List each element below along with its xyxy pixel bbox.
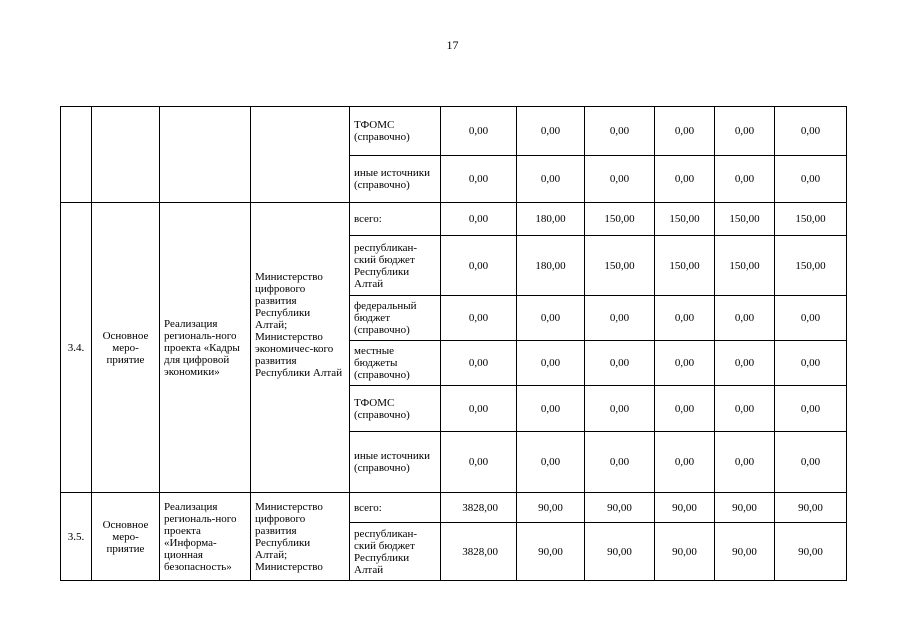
value-cell: 0,00 <box>775 341 847 386</box>
value-cell: 0,00 <box>655 432 715 493</box>
value-cell: 0,00 <box>441 203 517 236</box>
value-cell: 0,00 <box>775 107 847 156</box>
type-cell: Основное меро-приятие <box>92 203 160 493</box>
code-cell: 3.4. <box>61 203 92 493</box>
value-cell: 3828,00 <box>441 493 517 523</box>
page-number: 17 <box>446 38 459 52</box>
value-cell: 180,00 <box>517 236 585 296</box>
source-cell: республикан-ский бюджет Республики Алтай <box>350 523 441 581</box>
value-cell: 0,00 <box>441 341 517 386</box>
value-cell: 0,00 <box>585 386 655 432</box>
value-cell: 0,00 <box>517 156 585 203</box>
executor-cell: Министерство цифрового развития Республики Алтай; Министерство <box>251 493 350 581</box>
value-cell: 0,00 <box>585 107 655 156</box>
value-cell: 90,00 <box>775 523 847 581</box>
value-cell: 0,00 <box>775 156 847 203</box>
value-cell: 0,00 <box>715 341 775 386</box>
source-cell: федеральный бюджет (справочно) <box>350 296 441 341</box>
value-cell: 150,00 <box>775 236 847 296</box>
source-cell: иные источники (справочно) <box>350 156 441 203</box>
value-cell: 150,00 <box>775 203 847 236</box>
budget-table <box>60 106 847 581</box>
value-cell: 90,00 <box>655 493 715 523</box>
value-cell: 0,00 <box>517 432 585 493</box>
name-cell <box>160 107 251 203</box>
source-cell: республикан-ский бюджет Республики Алтай <box>350 236 441 296</box>
value-cell: 180,00 <box>517 203 585 236</box>
source-cell: всего: <box>350 493 441 523</box>
value-cell: 0,00 <box>775 386 847 432</box>
value-cell: 150,00 <box>655 236 715 296</box>
value-cell: 150,00 <box>655 203 715 236</box>
executor-cell: Министерство цифрового развития Республики Алтай; Министерство экономичес-кого развития Республики Алтай <box>251 203 350 493</box>
value-cell: 150,00 <box>715 236 775 296</box>
source-cell: всего: <box>350 203 441 236</box>
value-cell: 3828,00 <box>441 523 517 581</box>
value-cell: 0,00 <box>517 296 585 341</box>
value-cell: 90,00 <box>655 523 715 581</box>
value-cell: 150,00 <box>715 203 775 236</box>
value-cell: 0,00 <box>655 156 715 203</box>
type-cell: Основное меро-приятие <box>92 493 160 581</box>
value-cell: 0,00 <box>441 296 517 341</box>
value-cell: 0,00 <box>517 107 585 156</box>
value-cell: 90,00 <box>715 493 775 523</box>
value-cell: 0,00 <box>585 156 655 203</box>
value-cell: 0,00 <box>715 156 775 203</box>
value-cell: 0,00 <box>517 386 585 432</box>
name-cell: Реализация региональ-ного проекта «Кадры для цифровой экономики» <box>160 203 251 493</box>
source-cell: иные источники (справочно) <box>350 432 441 493</box>
value-cell: 0,00 <box>715 296 775 341</box>
value-cell: 0,00 <box>655 107 715 156</box>
table-row <box>61 203 847 236</box>
value-cell: 90,00 <box>715 523 775 581</box>
value-cell: 0,00 <box>715 107 775 156</box>
value-cell: 0,00 <box>585 432 655 493</box>
code-cell: 3.5. <box>61 493 92 581</box>
table-row <box>61 107 847 156</box>
value-cell: 90,00 <box>775 493 847 523</box>
value-cell: 0,00 <box>585 296 655 341</box>
value-cell: 0,00 <box>655 386 715 432</box>
value-cell: 90,00 <box>585 523 655 581</box>
value-cell: 0,00 <box>517 341 585 386</box>
code-cell <box>61 107 92 203</box>
value-cell: 90,00 <box>517 493 585 523</box>
value-cell: 0,00 <box>655 341 715 386</box>
source-cell: ТФОМС (справочно) <box>350 386 441 432</box>
value-cell: 0,00 <box>715 432 775 493</box>
value-cell: 90,00 <box>585 493 655 523</box>
executor-cell <box>251 107 350 203</box>
value-cell: 90,00 <box>517 523 585 581</box>
value-cell: 150,00 <box>585 203 655 236</box>
value-cell: 0,00 <box>715 386 775 432</box>
value-cell: 0,00 <box>441 236 517 296</box>
value-cell: 0,00 <box>441 386 517 432</box>
table-row <box>61 493 847 523</box>
value-cell: 0,00 <box>585 341 655 386</box>
value-cell: 0,00 <box>441 432 517 493</box>
value-cell: 150,00 <box>585 236 655 296</box>
name-cell: Реализация региональ-ного проекта «Информа-ционная безопасность» <box>160 493 251 581</box>
value-cell: 0,00 <box>441 156 517 203</box>
source-cell: ТФОМС (справочно) <box>350 107 441 156</box>
value-cell: 0,00 <box>655 296 715 341</box>
value-cell: 0,00 <box>441 107 517 156</box>
source-cell: местные бюджеты (справочно) <box>350 341 441 386</box>
type-cell <box>92 107 160 203</box>
value-cell: 0,00 <box>775 296 847 341</box>
value-cell: 0,00 <box>775 432 847 493</box>
